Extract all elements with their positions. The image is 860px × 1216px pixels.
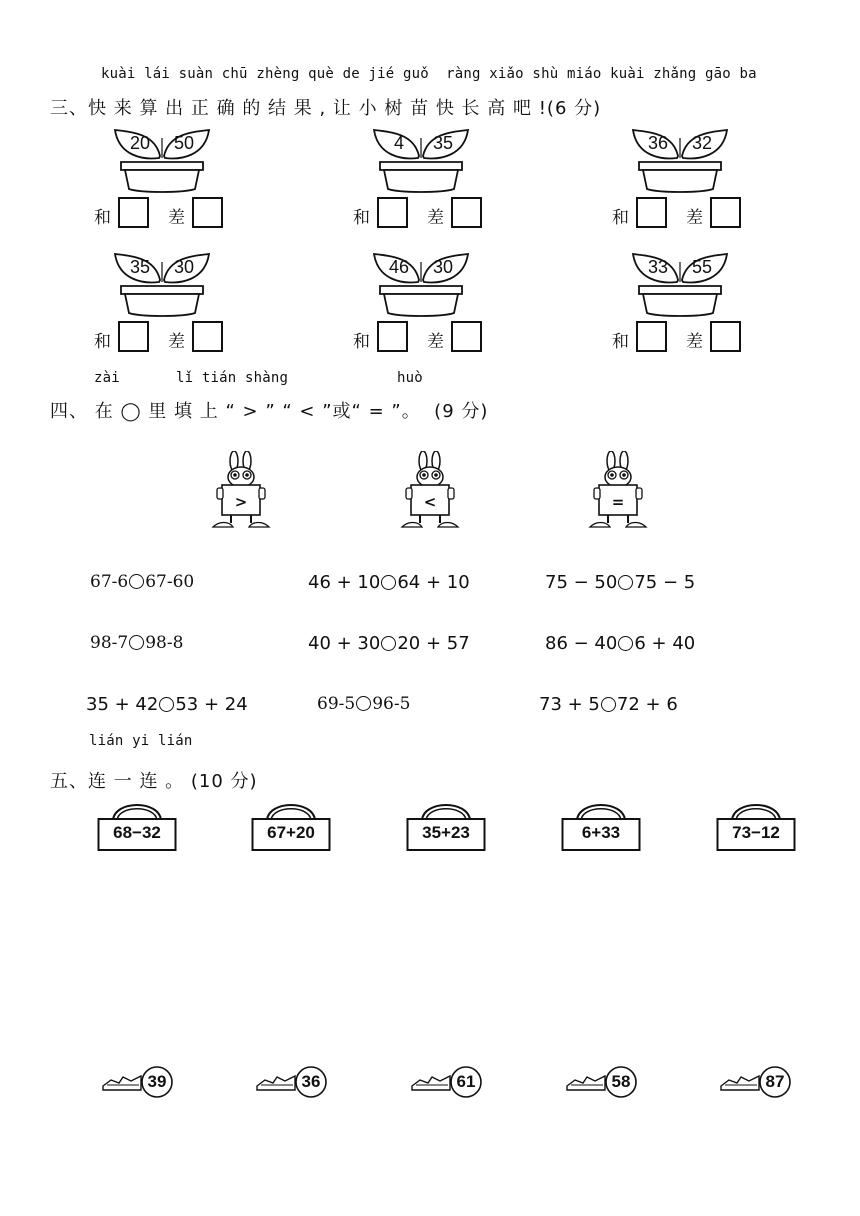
rabbit-sign-icon <box>398 451 462 531</box>
difference-answer-box[interactable] <box>192 321 223 352</box>
expression-right: 75 − 5 <box>634 572 696 593</box>
key-number: 36 <box>301 1072 321 1091</box>
comparison-expression <box>317 694 410 714</box>
comparison-expression <box>539 694 678 715</box>
section3-title: 三、快 来 算 出 正 确 的 结 果 , 让 小 树 苗 快 长 高 吧 !(6 分) <box>50 98 602 119</box>
leaf-number-right: 50 <box>173 133 195 153</box>
expression-left: 67-6 <box>90 572 129 592</box>
expression-right: 64 + 10 <box>397 572 470 593</box>
difference-label: 差 <box>168 332 185 352</box>
comparison-expression <box>308 572 470 593</box>
section4-pinyin-zai: zài <box>94 370 120 386</box>
sum-answer-box[interactable] <box>377 321 408 352</box>
lock-card-expression: 68−32 <box>113 823 161 842</box>
comparison-expression <box>545 572 695 593</box>
difference-answer-box[interactable] <box>710 197 741 228</box>
expression-right: 20 + 57 <box>397 633 470 654</box>
comparison-expression <box>86 694 248 715</box>
lock-card-expression: 67+20 <box>267 823 315 842</box>
leaf-number-right: 32 <box>691 133 713 153</box>
expression-left: 46 + 10 <box>308 572 381 593</box>
section4-pinyin-huo: huò <box>397 370 423 386</box>
expression-left: 98-7 <box>90 633 129 653</box>
sum-label: 和 <box>612 208 629 228</box>
expression-left: 86 − 40 <box>545 633 618 654</box>
compare-circle[interactable] <box>129 635 144 650</box>
compare-circle[interactable] <box>129 574 144 589</box>
expression-left: 40 + 30 <box>308 633 381 654</box>
comparison-expression <box>90 633 183 653</box>
expression-right: 72 + 6 <box>616 694 678 715</box>
comparison-expression <box>308 633 470 654</box>
compare-circle[interactable] <box>601 697 616 712</box>
difference-answer-box[interactable] <box>451 197 482 228</box>
compare-circle[interactable] <box>381 636 396 651</box>
difference-label: 差 <box>686 208 703 228</box>
difference-answer-box[interactable] <box>451 321 482 352</box>
rabbit-sign-icon <box>586 451 650 531</box>
lock-card-expression: 73−12 <box>732 823 780 842</box>
difference-label: 差 <box>168 208 185 228</box>
compare-circle[interactable] <box>356 696 371 711</box>
difference-answer-box[interactable] <box>710 321 741 352</box>
expression-right: 96-5 <box>372 694 411 714</box>
leaf-number-left: 33 <box>647 257 669 277</box>
expression-left: 35 + 42 <box>86 694 159 715</box>
lock-card-expression: 35+23 <box>422 823 470 842</box>
expression-left: 69-5 <box>317 694 356 714</box>
rabbit-sign-icon <box>209 451 273 531</box>
leaf-number-right: 35 <box>432 133 454 153</box>
difference-answer-box[interactable] <box>192 197 223 228</box>
sum-answer-box[interactable] <box>377 197 408 228</box>
lock-card-expression: 6+33 <box>581 823 621 842</box>
sum-answer-box[interactable] <box>636 321 667 352</box>
leaf-number-left: 4 <box>393 133 404 153</box>
difference-label: 差 <box>427 208 444 228</box>
leaf-number-left: 46 <box>388 257 410 277</box>
sum-answer-box[interactable] <box>118 321 149 352</box>
sum-answer-box[interactable] <box>118 197 149 228</box>
leaf-number-right: 55 <box>691 257 713 277</box>
expression-right: 53 + 24 <box>175 694 248 715</box>
section5-pinyin: lián yi lián <box>89 733 193 749</box>
sum-label: 和 <box>94 332 111 352</box>
sum-answer-box[interactable] <box>636 197 667 228</box>
comparison-expression <box>545 633 695 654</box>
section3-pinyin: kuài lái suàn chū zhèng què de jié guǒ ràng xiǎo shù miáo kuài zhǎng gāo ba <box>101 66 757 82</box>
leaf-number-left: 20 <box>129 133 151 153</box>
sum-label: 和 <box>353 208 370 228</box>
expression-right: 6 + 40 <box>634 633 696 654</box>
expression-left: 73 + 5 <box>539 694 600 715</box>
leaf-number-right: 30 <box>173 257 195 277</box>
comparison-expression <box>90 572 194 592</box>
expression-right: 67-60 <box>145 572 195 592</box>
leaf-number-right: 30 <box>432 257 454 277</box>
difference-label: 差 <box>427 332 444 352</box>
sum-label: 和 <box>94 208 111 228</box>
sum-label: 和 <box>353 332 370 352</box>
rabbit-sign-symbol: > <box>234 493 248 511</box>
expression-right: 98-8 <box>145 633 184 653</box>
expression-left: 75 − 50 <box>545 572 618 593</box>
rabbit-sign-symbol: < <box>423 493 437 511</box>
leaf-number-left: 35 <box>129 257 151 277</box>
rabbit-sign-symbol: = <box>611 493 625 511</box>
key-number: 61 <box>456 1072 476 1091</box>
compare-circle[interactable] <box>618 636 633 651</box>
key-number: 87 <box>765 1072 785 1091</box>
section4-pinyin-litianshang: lǐ tián shàng <box>176 370 289 386</box>
leaf-number-left: 36 <box>647 133 669 153</box>
section4-title: 四、 在 ◯ 里 填 上 “ > ” “ < ”或“ = ”。 (9 分) <box>50 401 489 422</box>
key-number: 39 <box>147 1072 167 1091</box>
difference-label: 差 <box>686 332 703 352</box>
compare-circle[interactable] <box>618 575 633 590</box>
key-number: 58 <box>611 1072 631 1091</box>
compare-circle[interactable] <box>381 575 396 590</box>
section5-title: 五、连 一 连 。 (10 分) <box>50 771 258 792</box>
sum-label: 和 <box>612 332 629 352</box>
compare-circle[interactable] <box>159 697 174 712</box>
